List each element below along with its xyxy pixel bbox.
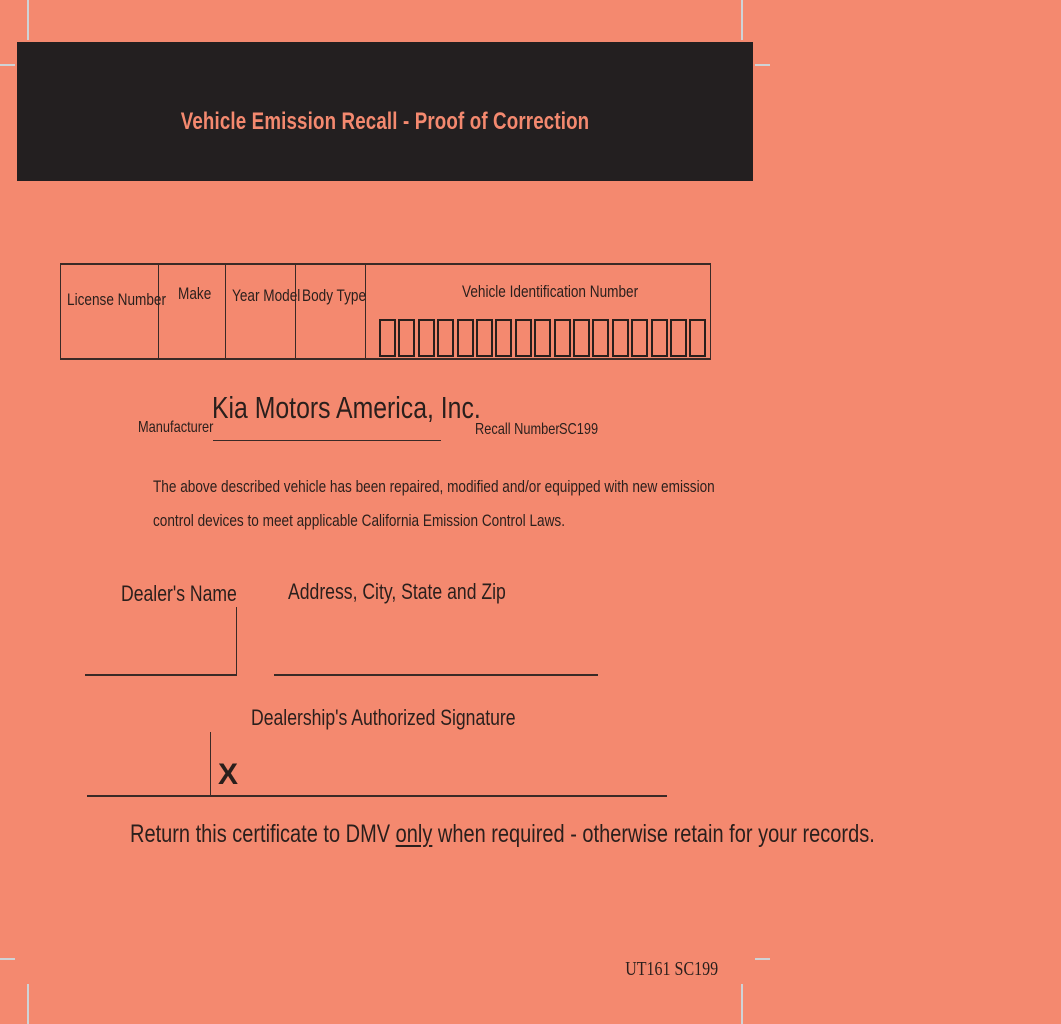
vin-char-box[interactable] xyxy=(554,319,571,357)
vin-label: Vehicle Identification Number xyxy=(462,282,639,301)
vin-char-box[interactable] xyxy=(631,319,648,357)
recall-number-value: SC199 xyxy=(559,421,599,438)
vehicle-info-table xyxy=(60,263,711,360)
signature-mark: X xyxy=(218,758,239,791)
crop-mark xyxy=(741,984,743,1024)
dealer-name-field[interactable] xyxy=(85,674,237,676)
manufacturer-value: Kia Motors America, Inc. xyxy=(212,390,481,425)
crop-mark xyxy=(27,0,29,40)
return-text-after: when required - otherwise retain for your records. xyxy=(432,820,875,848)
license-number-label: License Number xyxy=(67,290,167,309)
crop-mark xyxy=(0,64,15,66)
vin-char-box[interactable] xyxy=(515,319,532,357)
page-title: Vehicle Emission Recall - Proof of Correction xyxy=(180,108,590,135)
crop-mark xyxy=(755,958,770,960)
table-divider xyxy=(225,265,226,358)
return-text-before: Return this certificate to DMV xyxy=(130,820,396,848)
vin-char-box[interactable] xyxy=(398,319,415,357)
signature-field[interactable] xyxy=(87,795,667,797)
vin-char-box[interactable] xyxy=(573,319,590,357)
table-divider xyxy=(295,265,296,358)
vin-char-box[interactable] xyxy=(379,319,396,357)
certification-line-1: The above described vehicle has been repaired, modified and/or equipped with new emission xyxy=(153,477,715,496)
vin-char-box[interactable] xyxy=(476,319,493,357)
vin-char-box[interactable] xyxy=(612,319,629,357)
vin-char-box[interactable] xyxy=(534,319,551,357)
year-model-label: Year Model xyxy=(232,286,301,305)
dealer-name-label: Dealer's Name xyxy=(121,581,237,606)
vin-char-box[interactable] xyxy=(495,319,512,357)
vin-char-box[interactable] xyxy=(592,319,609,357)
vin-char-box[interactable] xyxy=(651,319,668,357)
make-label: Make xyxy=(178,284,212,303)
return-text-emphasis: only xyxy=(395,820,433,848)
crop-mark xyxy=(0,958,15,960)
table-divider xyxy=(158,265,159,358)
vin-char-box[interactable] xyxy=(418,319,435,357)
crop-mark xyxy=(755,64,770,66)
table-divider xyxy=(365,265,366,358)
form-code: UT161 SC199 xyxy=(625,958,718,980)
address-field[interactable] xyxy=(274,674,598,676)
body-type-label: Body Type xyxy=(302,286,367,305)
vin-char-box[interactable] xyxy=(437,319,454,357)
crop-mark xyxy=(741,0,743,40)
signature-label: Dealership's Authorized Signature xyxy=(251,705,516,730)
manufacturer-line xyxy=(213,440,441,441)
dealer-field-divider xyxy=(236,607,237,675)
return-instructions xyxy=(130,820,1061,849)
vin-char-box[interactable] xyxy=(689,319,706,357)
vin-char-box[interactable] xyxy=(457,319,474,357)
manufacturer-label: Manufacturer xyxy=(138,419,214,436)
recall-number-label: Recall Number xyxy=(475,421,560,438)
vin-char-box[interactable] xyxy=(670,319,687,357)
signature-field-divider xyxy=(210,732,211,796)
crop-mark xyxy=(27,984,29,1024)
certification-line-2: control devices to meet applicable California Emission Control Laws. xyxy=(153,511,565,530)
address-label: Address, City, State and Zip xyxy=(288,579,506,604)
